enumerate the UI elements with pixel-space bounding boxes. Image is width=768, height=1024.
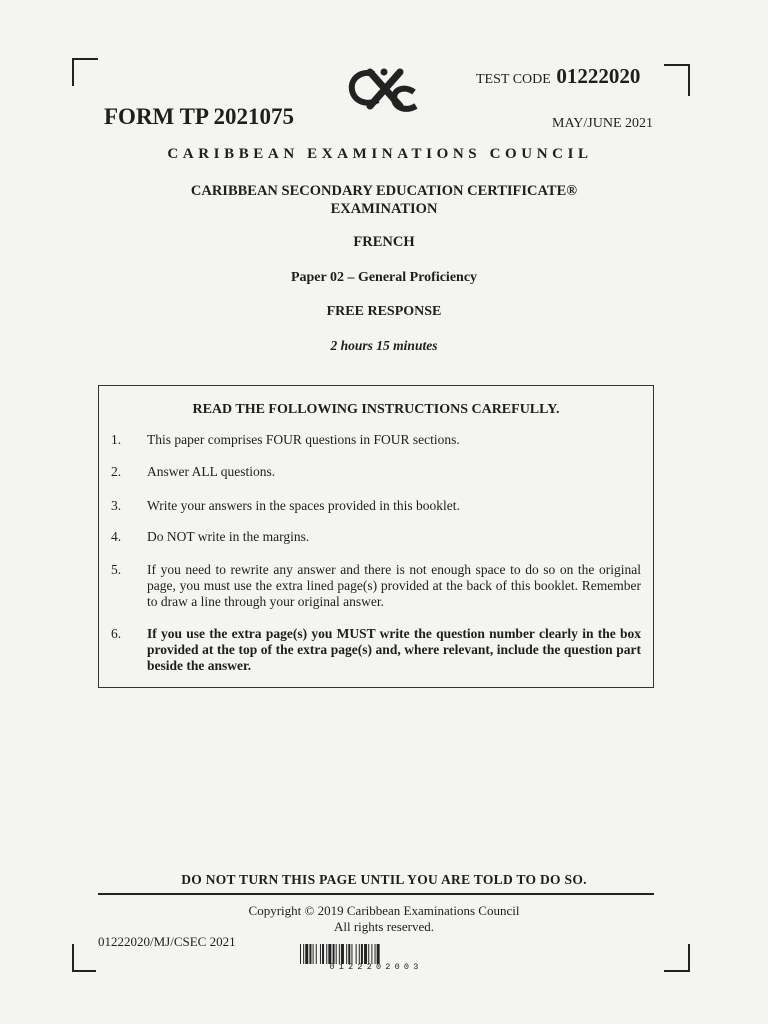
barcode-bar xyxy=(356,944,357,964)
barcode-bar xyxy=(368,944,369,964)
barcode-bar xyxy=(377,944,380,964)
barcode-bar xyxy=(351,944,352,964)
barcode-bar xyxy=(341,944,344,964)
barcode-bar xyxy=(361,944,363,964)
corner-mark-top-right xyxy=(664,64,690,96)
barcode-bar xyxy=(371,944,372,964)
barcode-bar xyxy=(316,944,317,964)
exam-session: MAY/JUNE 2021 xyxy=(552,116,653,131)
certificate-title-line2: EXAMINATION xyxy=(330,201,438,217)
test-code-label: TEST CODE xyxy=(476,72,551,87)
response-type: FREE RESPONSE xyxy=(326,304,442,319)
cxc-logo-icon xyxy=(344,66,420,114)
barcode-bar xyxy=(303,944,304,964)
subject-title: FRENCH xyxy=(353,234,415,250)
instructions-box: READ THE FOLLOWING INSTRUCTIONS CAREFULLY. 1. This paper comprises FOUR questions in FOUR sections. 2. Answer ALL questions. 3. Write your answers in the spaces provided in this booklet. 4. Do NOT write in the margins. 5. If you need to rewrite any answer and there is not enough space to do so on the original page, you must use the extra lined page(s) provided at the back of this booklet. Remember to draw a line through your original answer. 6. If you use the extra page(s) you MUST write the question number clearly in the box provided at the top of the extra page(s) and, where relevant, include the question part beside the answer. xyxy=(98,385,654,688)
test-code xyxy=(476,64,640,89)
barcode-bar xyxy=(375,944,376,964)
barcode-icon xyxy=(300,944,452,964)
barcode-bar xyxy=(339,944,340,964)
copyright-notice xyxy=(0,903,768,935)
corner-mark-top-left xyxy=(72,58,98,86)
barcode-bar xyxy=(305,944,308,964)
barcode-bar xyxy=(346,944,347,964)
paper-title: Paper 02 – General Proficiency xyxy=(290,270,478,285)
corner-mark-bottom-right xyxy=(664,944,690,972)
barcode-bar xyxy=(313,944,314,964)
barcode-number: 0122202003 xyxy=(329,962,423,972)
divider xyxy=(98,893,654,895)
certificate-title-line1: CARIBBEAN SECONDARY EDUCATION CERTIFICATE® xyxy=(190,183,578,199)
certificate-title xyxy=(0,182,768,218)
footer-code: 01222020/MJ/CSEC 2021 xyxy=(98,934,236,949)
do-not-turn-warning: DO NOT TURN THIS PAGE UNTIL YOU ARE TOLD TO DO SO. xyxy=(181,872,587,887)
barcode-bar xyxy=(348,944,350,964)
form-number: FORM TP 2021075 xyxy=(104,104,294,129)
barcode-bar xyxy=(336,944,337,964)
barcode-bar xyxy=(320,944,321,964)
council-name: CARIBBEAN EXAMINATIONS COUNCIL xyxy=(167,146,593,162)
barcode-bar xyxy=(359,944,360,964)
barcode-bar xyxy=(322,944,324,964)
barcode-bar xyxy=(309,944,311,964)
corner-mark-bottom-left xyxy=(72,944,96,972)
barcode-bar xyxy=(364,944,367,964)
barcode-bar xyxy=(333,944,335,964)
rights-line: All rights reserved. xyxy=(333,919,434,934)
barcode-bar xyxy=(326,944,327,964)
barcode-bar xyxy=(300,944,301,964)
copyright-line: Copyright © 2019 Caribbean Examinations Council xyxy=(248,903,520,918)
barcode-bar xyxy=(328,944,331,964)
exam-duration: 2 hours 15 minutes xyxy=(330,338,438,353)
instructions-title: READ THE FOLLOWING INSTRUCTIONS CAREFULLY. xyxy=(192,402,560,417)
test-code-number: 01222020 xyxy=(556,64,641,88)
